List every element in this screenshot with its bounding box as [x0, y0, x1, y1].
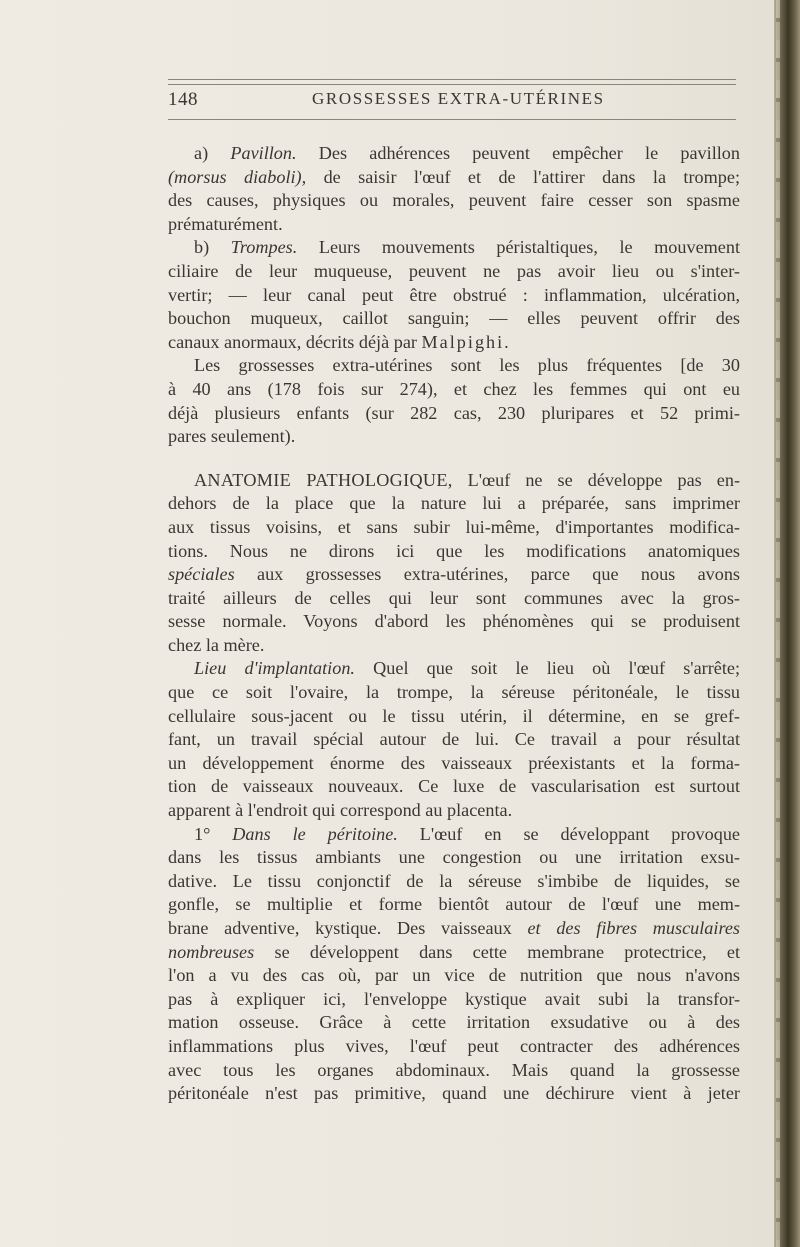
- line-text: L'œuf en se développant provoque: [419, 823, 740, 844]
- text-line: que ce soit l'ovaire, la trompe, la séreuse péritonéale, le tissu: [168, 682, 740, 703]
- text-line: cellulaire sous-jacent ou le tissu utérin, il détermine, en se gref-: [168, 705, 740, 726]
- text-line: [168, 331, 740, 355]
- item-label: b): [194, 237, 210, 258]
- item-term: Pavillon.: [230, 143, 297, 163]
- text-line: tions. Nous ne dirons ici que les modifications anatomiques: [168, 540, 740, 561]
- text-line: [168, 142, 740, 166]
- italic-text: nombreuses: [168, 941, 255, 962]
- text-line: [168, 563, 740, 587]
- text-line: [168, 166, 740, 190]
- paragraph-pavillon: [168, 142, 740, 236]
- italic-text: et des fibres musculaires: [527, 918, 740, 938]
- text-line: déjà plusieurs enfants (sur 282 cas, 230 pluripares et 52 primi-: [168, 402, 740, 423]
- paragraph-anatomie: [168, 469, 740, 658]
- running-header: [168, 79, 736, 120]
- running-title: GROSSESSES EXTRA-UTÉRINES: [312, 89, 605, 108]
- item-term: Lieu d'implantation.: [194, 658, 355, 679]
- text-line: des causes, physiques ou morales, peuvent faire cesser son spasme: [168, 190, 740, 211]
- page-body: [168, 142, 740, 1106]
- item-label: a): [194, 143, 209, 163]
- item-term: Trompes.: [230, 237, 298, 258]
- italic-text: spéciales: [168, 564, 235, 585]
- paragraph-trompes: [168, 236, 740, 354]
- text-line: pas à expliquer ici, l'enveloppe kystique avait subi la transfor-: [168, 988, 740, 1009]
- text-line: dative. Le tissu conjonctif de la séreuse s'imbibe de liquides, se: [168, 870, 740, 891]
- text-line: [168, 941, 740, 965]
- text-line: tion de vaisseaux nouveaux. Ce luxe de vascularisation est surtout: [168, 776, 740, 797]
- header-rule-bottom: [168, 119, 736, 120]
- text-line: [168, 657, 740, 681]
- paragraph-frequency: [168, 354, 740, 448]
- text-line: pares seulement).: [168, 426, 296, 447]
- text-line: [168, 823, 740, 847]
- text-line: vertir; — leur canal peut être obstrué : inflammation, ulcération,: [168, 284, 740, 305]
- text-line: à 40 ans (178 fois sur 274), et chez les femmes qui ont eu: [168, 378, 740, 399]
- text-line: [168, 236, 740, 260]
- page-number: 148: [168, 89, 198, 110]
- italic-text: (morsus diaboli),: [168, 166, 307, 187]
- text-line: inflammations plus vives, l'œuf peut contracter des adhérences: [168, 1035, 740, 1056]
- text-line: fant, un travail spécial autour de lui. Ce travail a pour résultat: [168, 729, 740, 750]
- text-line: avec tous les organes abdominaux. Mais quand la grossesse: [168, 1059, 740, 1080]
- text-line: bouchon muqueux, caillot sanguin; — elles peuvent offrir des: [168, 308, 740, 329]
- paragraph-peritoine: [168, 823, 740, 1106]
- paragraph-gap: [168, 449, 740, 469]
- text-line: péritonéale n'est pas primitive, quand une déchirure vient à jeter: [168, 1083, 740, 1104]
- text-line: l'on a vu des cas où, par un vice de nutrition que nous n'avons: [168, 965, 740, 986]
- line-text: Des adhérences peuvent empêcher le pavillon: [318, 143, 740, 163]
- line-text: se développent dans cette membrane protectrice, et: [274, 941, 740, 962]
- text-line: apparent à l'endroit qui correspond au placenta.: [168, 800, 513, 821]
- text-line: chez la mère.: [168, 634, 265, 655]
- page-edge-binding: [774, 0, 800, 1247]
- text-line: [168, 917, 740, 941]
- text-line: sesse normale. Voyons d'abord les phénomènes qui se produisent: [168, 611, 740, 632]
- line-text: de saisir l'œuf et de l'attirer dans la trompe;: [323, 166, 740, 187]
- line-text: Leurs mouvements péristaltiques, le mouvement: [318, 237, 740, 258]
- text-line: prématurément.: [168, 213, 283, 234]
- text-line: Les grossesses extra-utérines sont les plus fréquentes [de 30: [194, 355, 740, 376]
- paragraph-lieu: [168, 657, 740, 822]
- line-text: aux grossesses extra-utérines, parce que nous avons: [257, 564, 740, 585]
- line-text: canaux anormaux, décrits déjà par: [168, 331, 417, 352]
- text-line: dehors de la place que la nature lui a préparée, sans imprimer: [168, 493, 740, 514]
- text-line: aux tissus voisins, et sans subir lui-même, d'importantes modifica-: [168, 516, 740, 537]
- item-label: 1°: [194, 823, 211, 844]
- text-line: traité ailleurs de celles qui leur sont communes avec la gros-: [168, 587, 740, 608]
- header-rule: [168, 84, 736, 85]
- line-text: brane adventive, kystique. Des vaisseaux: [168, 918, 512, 938]
- text-line: [168, 469, 740, 493]
- section-heading: ANATOMIE PATHOLOGIQUE,: [194, 469, 453, 490]
- text-line: gonfle, se multiplie et forme bientôt autour de l'œuf une mem-: [168, 894, 740, 915]
- item-term: Dans le péritoine.: [232, 823, 398, 844]
- author-name: Malpighi.: [421, 331, 511, 352]
- line-text: L'œuf ne se développe pas en-: [467, 469, 740, 490]
- text-line: dans les tissus ambiants une congestion ou une irritation exsu-: [168, 847, 740, 868]
- text-line: un développement énorme des vaisseaux préexistants et la forma-: [168, 752, 740, 773]
- text-line: mation osseuse. Grâce à cette irritation exsudative ou à des: [168, 1012, 740, 1033]
- text-line: ciliaire de leur muqueuse, peuvent ne pas avoir lieu ou s'inter-: [168, 260, 740, 281]
- line-text: Quel que soit le lieu où l'œuf s'arrête;: [373, 658, 740, 679]
